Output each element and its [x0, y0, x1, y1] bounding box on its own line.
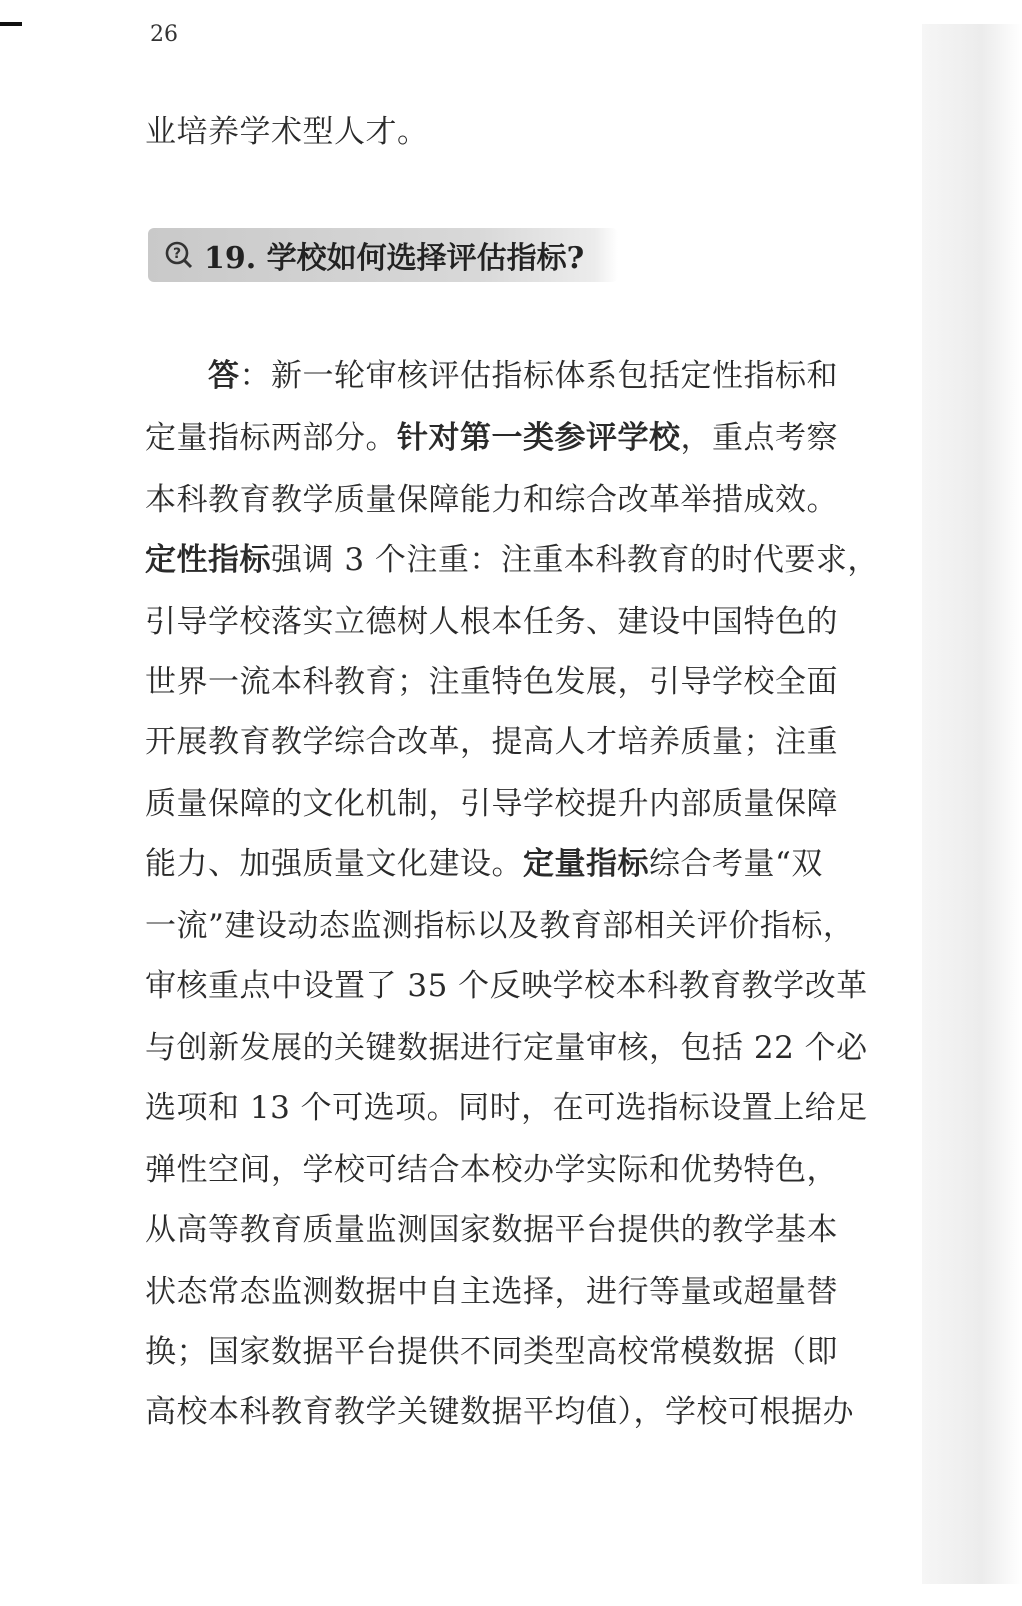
answer-line-15: 从高等教育质量监测国家数据平台提供的教学基本	[145, 1212, 838, 1248]
answer-line-16: 状态常态监测数据中自主选择，进行等量或超量替	[145, 1274, 838, 1310]
answer-line-8: 质量保障的文化机制，引导学校提升内部质量保障	[145, 786, 838, 822]
svg-text:?: ?	[172, 246, 182, 262]
scan-shadow	[922, 24, 1022, 1584]
answer-line-10: 一流”建设动态监测指标以及教育部相关评价指标，	[145, 908, 855, 944]
answer-label: 答	[208, 358, 240, 394]
answer-line-2	[145, 418, 850, 458]
answer-line-11: 审核重点中设置了 35 个反映学校本科教育教学改革	[145, 968, 868, 1004]
bold-segment: 针对第一类参评学校	[397, 420, 681, 456]
answer-line-18: 高校本科教育教学关键数据平均值），学校可根据办	[145, 1394, 854, 1430]
answer-line-7: 开展教育教学综合改革，提高人才培养质量；注重	[145, 724, 838, 760]
answer-line-6: 世界一流本科教育；注重特色发展，引导学校全面	[145, 664, 838, 700]
answer-line-9	[145, 844, 850, 884]
answer-line-1	[208, 356, 858, 396]
intro-line: 业培养学术型人才。	[145, 114, 429, 150]
answer-text: ：新一轮审核评估指标体系包括定性指标和	[239, 358, 838, 394]
answer-line-5: 引导学校落实立德树人根本任务、建设中国特色的	[145, 604, 838, 640]
text-segment: ，重点考察	[680, 420, 838, 456]
text-segment: 强调 3 个注重：注重本科教育的时代要求，	[271, 542, 879, 578]
question-title: 19. 学校如何选择评估指标?	[204, 241, 585, 276]
bold-segment: 定性指标	[145, 542, 271, 578]
answer-line-14: 弹性空间，学校可结合本校办学实际和优势特色，	[145, 1152, 838, 1188]
answer-line-17: 换；国家数据平台提供不同类型高校常模数据（即	[145, 1334, 838, 1370]
page-number: 26	[150, 22, 178, 47]
answer-line-4	[145, 540, 879, 580]
question-heading	[148, 228, 618, 282]
question-magnifier-icon	[164, 240, 194, 270]
answer-line-13: 选项和 13 个可选项。同时，在可选指标设置上给足	[145, 1090, 868, 1126]
answer-line-12: 与创新发展的关键数据进行定量审核，包括 22 个必	[145, 1030, 868, 1066]
bold-segment: 定量指标	[523, 846, 649, 882]
answer-line-3: 本科教育教学质量保障能力和综合改革举措成效。	[145, 482, 838, 518]
text-segment: 能力、加强质量文化建设。	[145, 846, 523, 882]
text-segment: 定量指标两部分。	[145, 420, 397, 456]
text-segment: 综合考量“双	[649, 846, 823, 882]
scan-corner-mark	[0, 22, 22, 26]
